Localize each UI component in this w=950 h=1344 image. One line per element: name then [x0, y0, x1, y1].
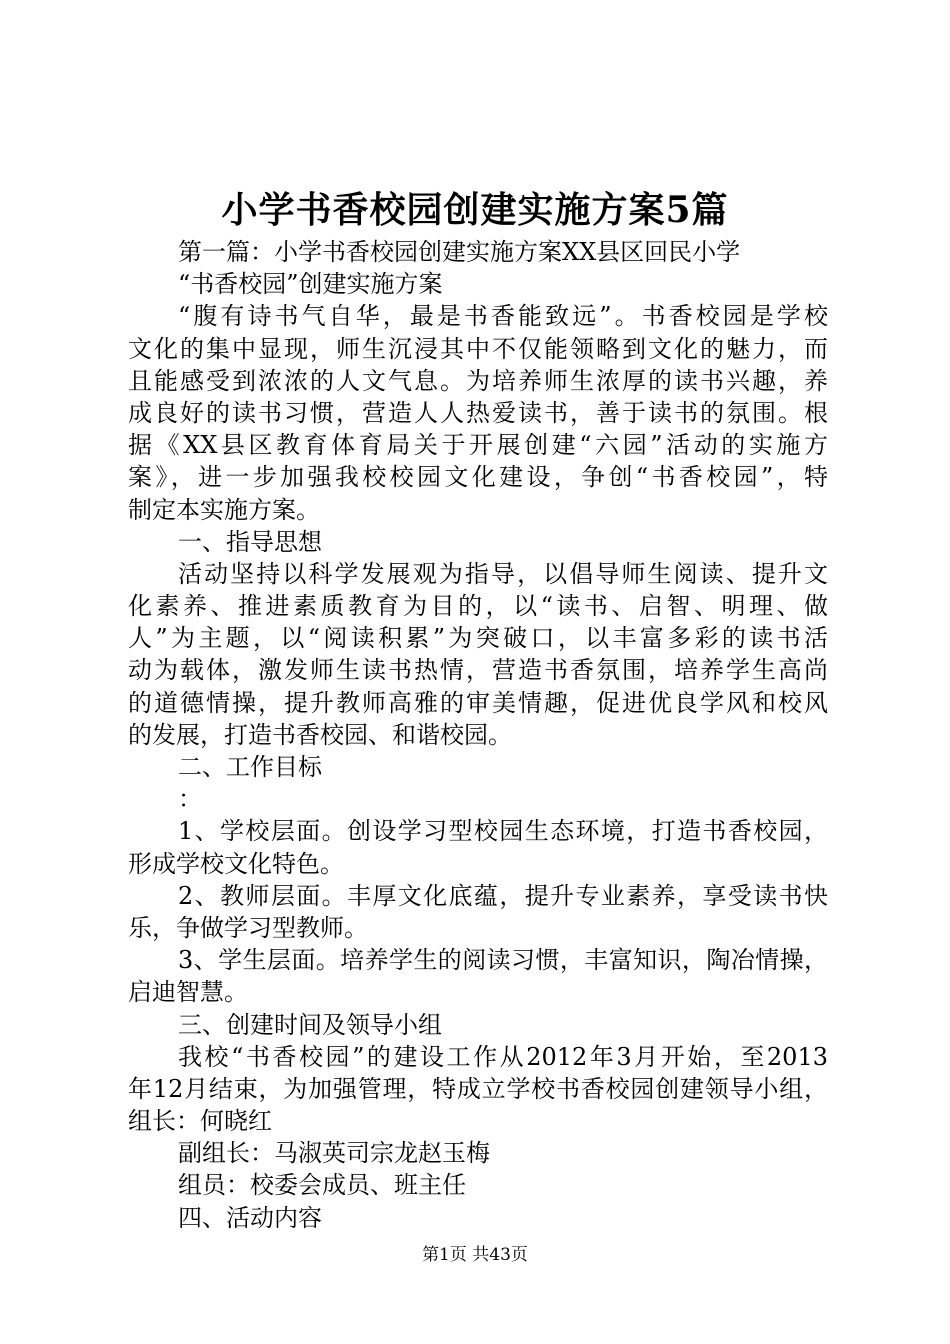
- paragraph-line: 成良好的读书习惯，营造人人热爱读书，善于读书的氛围。根: [128, 398, 828, 427]
- list-item-line: 启迪智慧。: [128, 978, 248, 1007]
- paragraph-line: 副组长：马淑英司宗龙赵玉梅: [178, 1139, 490, 1168]
- paragraph-line: 活动坚持以科学发展观为指导，以倡导师生阅读、提升文: [178, 559, 828, 588]
- document-title: 小学书香校园创建实施方案5篇: [221, 189, 729, 231]
- section-heading-first: 第一篇：小学书香校园创建实施方案XX县区回民小学: [178, 238, 741, 266]
- paragraph-line: 组员：校委会成员、班主任: [178, 1171, 466, 1200]
- paragraph-line: 组长：何晓红: [128, 1107, 272, 1136]
- section-heading: 四、活动内容: [178, 1203, 322, 1232]
- list-item-line: 3、学生层面。培养学生的阅读习惯，丰富知识，陶冶情操，: [178, 946, 828, 975]
- paragraph-line: 案》，进一步加强我校校园文化建设，争创“书香校园”，特: [128, 463, 828, 492]
- page-number-footer: 第1页 共43页: [422, 1245, 528, 1265]
- list-item-line: 1、学校层面。创设学习型校园生态环境，打造书香校园，: [178, 817, 828, 846]
- paragraph-line: 年12月结束，为加强管理，特成立学校书香校园创建领导小组，: [128, 1074, 828, 1103]
- list-item-line: 形成学校文化特色。: [128, 849, 344, 878]
- paragraph-line: 文化的集中显现，师生沉浸其中不仅能领略到文化的魅力，而: [128, 334, 828, 363]
- paragraph-line: 人”为主题，以“阅读积累”为突破口，以丰富多彩的读书活: [128, 624, 828, 653]
- document-body: [128, 236, 828, 1234]
- paragraph-line: ：: [178, 785, 202, 814]
- section-heading: 一、指导思想: [178, 527, 322, 556]
- paragraph-line: 制定本实施方案。: [128, 495, 320, 524]
- paragraph-line: 我校“书香校园”的建设工作从2012年3月开始，至2013: [178, 1042, 828, 1071]
- paragraph-line: 的道德情操，提升教师高雅的审美情趣，促进优良学风和校风: [128, 688, 828, 717]
- paragraph-line: 化素养、推进素质教育为目的，以“读书、启智、明理、做: [128, 592, 828, 621]
- section-heading: 二、工作目标: [178, 753, 322, 781]
- paragraph-line: 且能感受到浓浓的人文气息。为培养师生浓厚的读书兴趣，养: [128, 366, 828, 395]
- section-heading: 三、创建时间及领导小组: [178, 1010, 442, 1039]
- subtitle-line: “书香校园”创建实施方案: [178, 270, 443, 299]
- paragraph-line: 动为载体，激发师生读书热情，营造书香氛围，培养学生高尚: [128, 656, 828, 685]
- paragraph-line: “腹有诗书气自华，最是书香能致远”。书香校园是学校: [178, 302, 828, 331]
- paragraph-line: 的发展，打造书香校园、和谐校园。: [128, 720, 512, 749]
- list-item-line: 乐，争做学习型教师。: [128, 913, 368, 942]
- list-item-line: 2、教师层面。丰厚文化底蕴，提升专业素养，享受读书快: [178, 881, 828, 910]
- paragraph-line: 据《XX县区教育体育局关于开展创建“六园”活动的实施方: [128, 431, 828, 460]
